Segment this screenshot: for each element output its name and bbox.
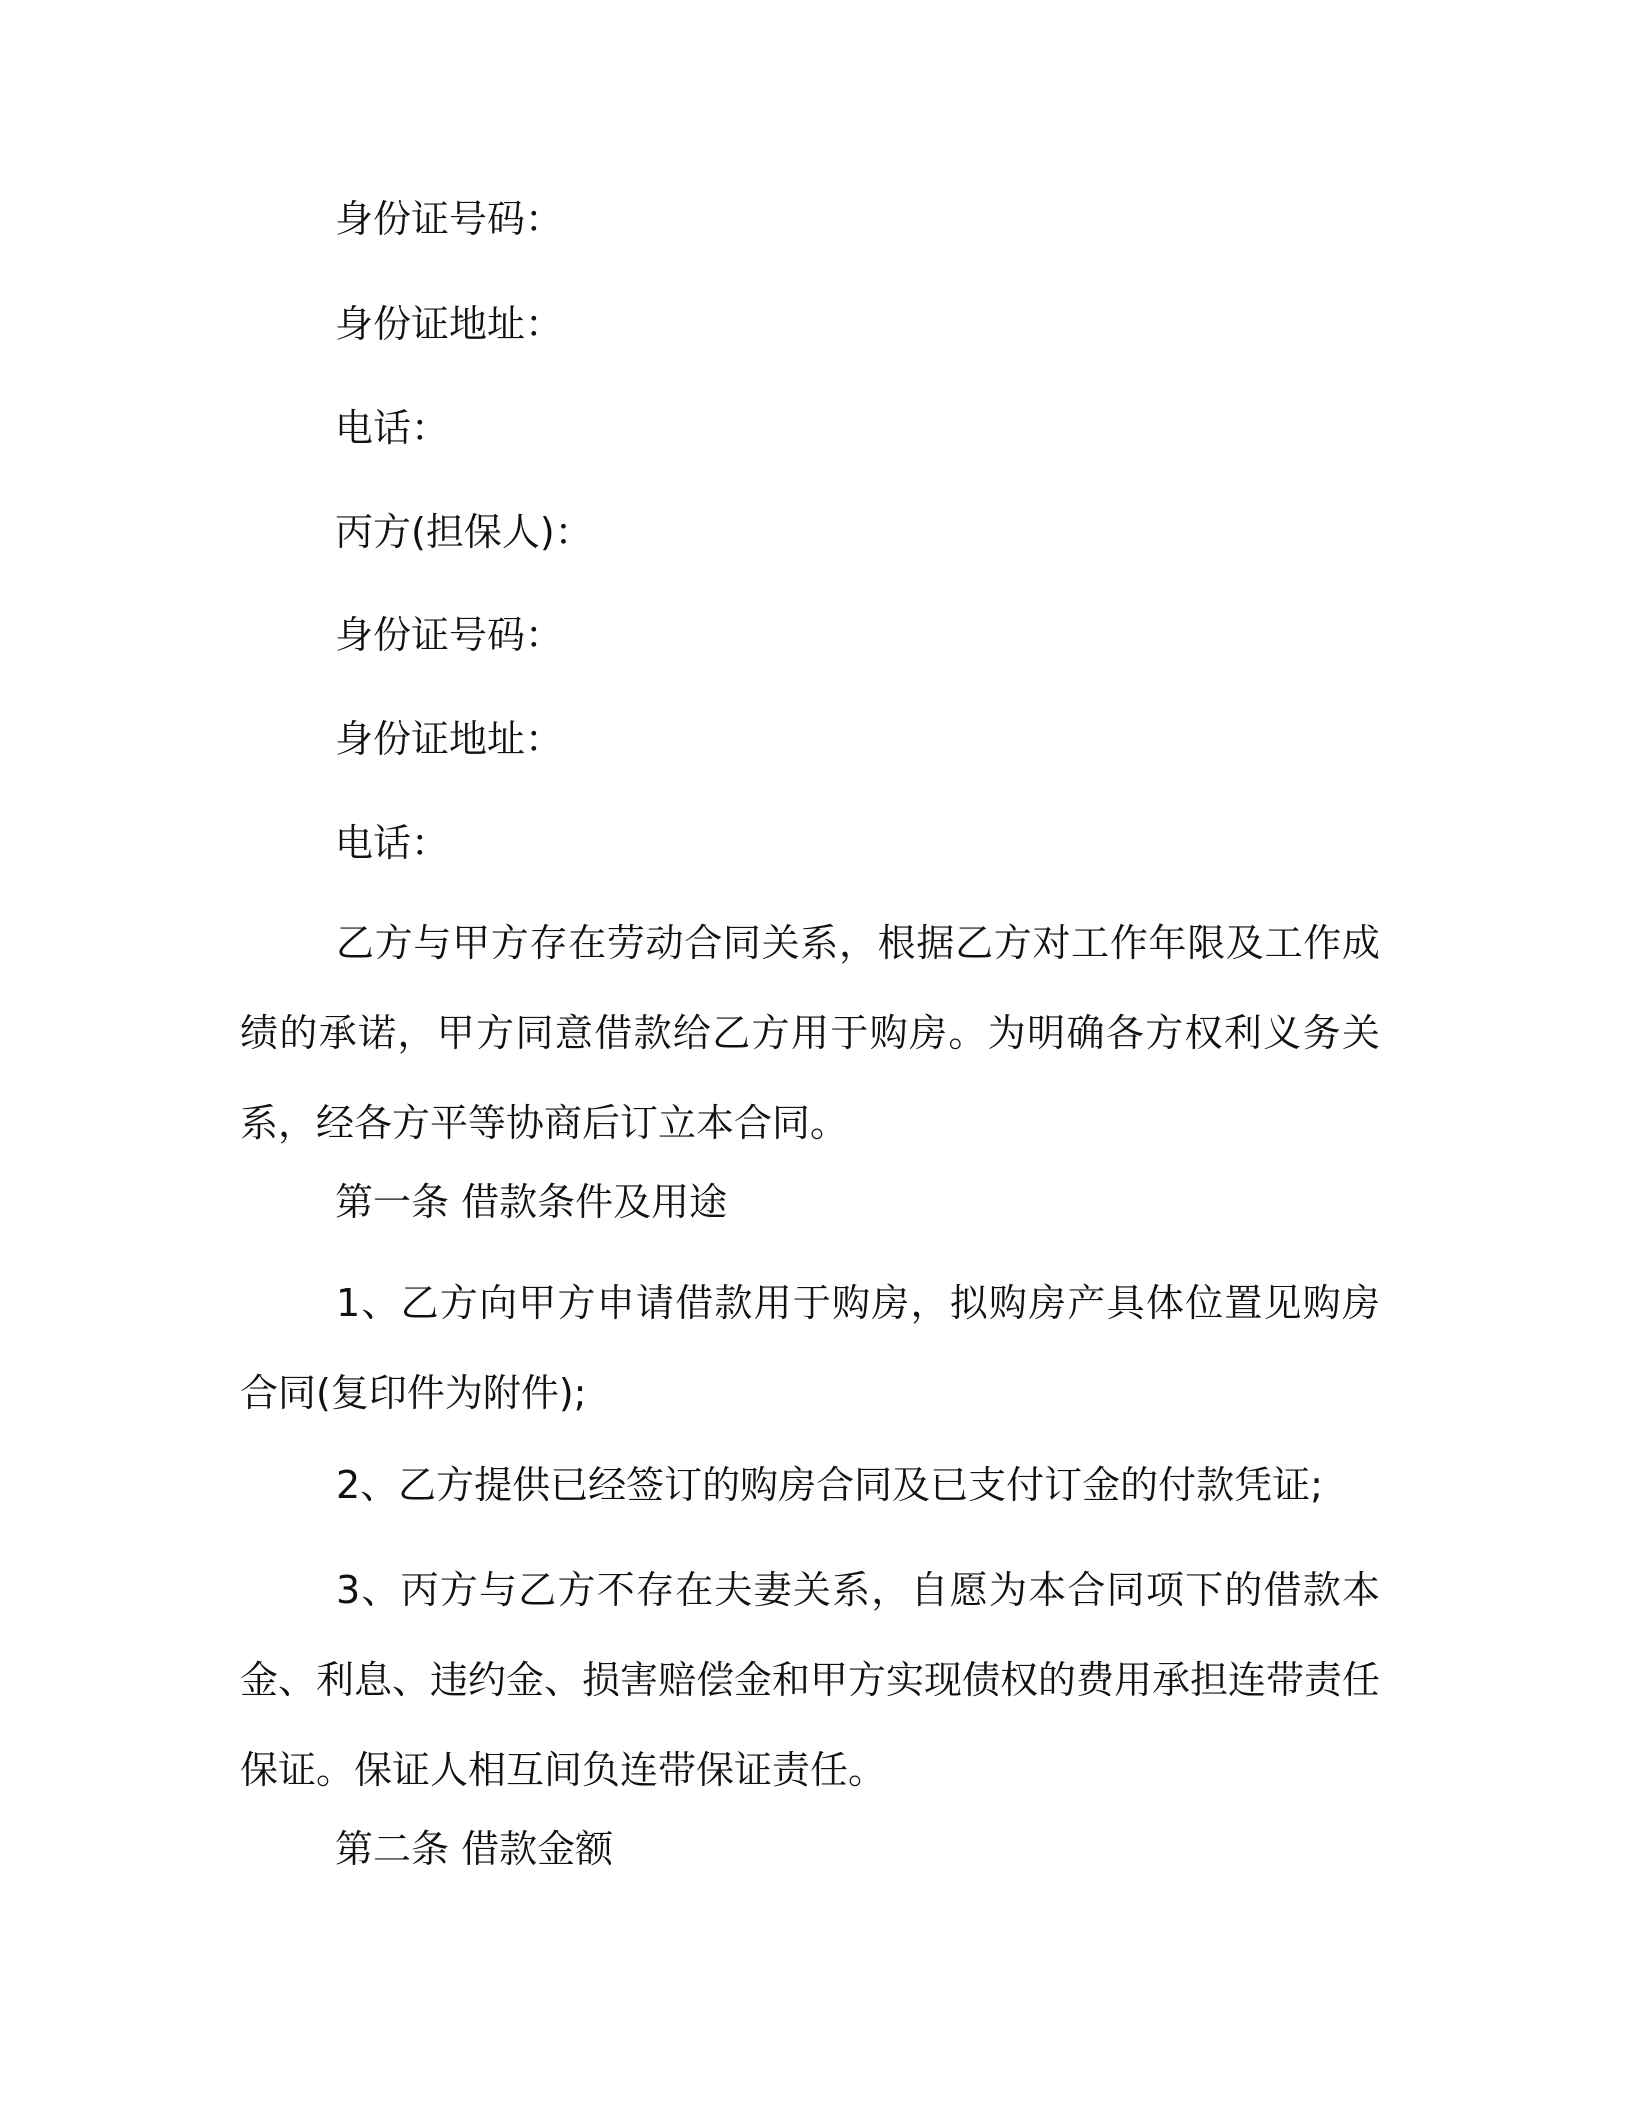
article-1-title: 第一条 借款条件及用途 [335,1180,728,1224]
id-number-label-2: 身份证号码： [335,613,564,657]
id-address-label-1: 身份证地址： [335,302,564,346]
clause-1: 1、乙方向甲方申请借款用于购房，拟购房产具体位置见购房合同(复印件为附件); [240,1281,1380,1415]
article-2-title: 第二条 借款金额 [335,1827,614,1871]
phone-label-2: 电话： [335,821,450,865]
clause-2: 2、乙方提供已经签订的购房合同及已支付订金的付款凭证; [336,1463,1323,1507]
clause-3: 3、丙方与乙方不存在夫妻关系，自愿为本合同项下的借款本金、利息、违约金、损害赔偿金和甲方实现债权的费用承担连带责任保证。保证人相互间负连带保证责任。 [240,1568,1381,1792]
id-number-label-1: 身份证号码： [335,197,564,241]
id-address-label-2: 身份证地址： [335,717,564,761]
intro-paragraph: 乙方与甲方存在劳动合同关系，根据乙方对工作年限及工作成绩的承诺，甲方同意借款给乙方用于购房。为明确各方权利义务关系，经各方平等协商后订立本合同。 [240,921,1380,1145]
party-c-guarantor-label: 丙方(担保人)： [335,510,593,554]
phone-label-1: 电话： [335,406,450,450]
